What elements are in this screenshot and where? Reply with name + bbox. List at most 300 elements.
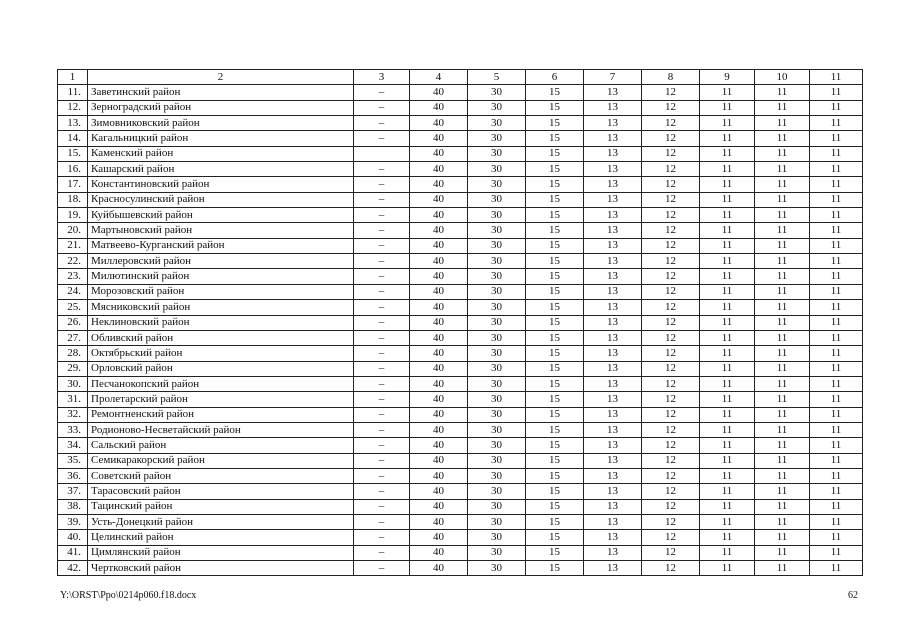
row-number-cell: 40. <box>58 530 88 545</box>
value-cell: 12 <box>642 545 700 560</box>
header-cell: 4 <box>410 70 468 85</box>
value-cell: 12 <box>642 330 700 345</box>
value-cell: 13 <box>584 499 642 514</box>
row-number-cell: 36. <box>58 468 88 483</box>
header-cell: 10 <box>755 70 810 85</box>
value-cell: – <box>354 453 410 468</box>
value-cell: 30 <box>468 269 526 284</box>
value-cell: 11 <box>700 208 755 223</box>
value-cell: 11 <box>810 545 863 560</box>
row-number-cell: 24. <box>58 284 88 299</box>
value-cell: 15 <box>526 238 584 253</box>
value-cell: 15 <box>526 300 584 315</box>
value-cell: 11 <box>755 392 810 407</box>
value-cell: 15 <box>526 85 584 100</box>
row-number-cell: 18. <box>58 192 88 207</box>
district-name-cell: Ремонтненский район <box>88 407 354 422</box>
row-number-cell: 19. <box>58 208 88 223</box>
value-cell: 15 <box>526 561 584 576</box>
value-cell: 30 <box>468 162 526 177</box>
value-cell: 30 <box>468 85 526 100</box>
value-cell: 15 <box>526 514 584 529</box>
value-cell: 11 <box>755 284 810 299</box>
value-cell: – <box>354 545 410 560</box>
value-cell: 11 <box>700 453 755 468</box>
row-number-cell: 34. <box>58 438 88 453</box>
value-cell: 30 <box>468 561 526 576</box>
value-cell: 15 <box>526 162 584 177</box>
value-cell: 11 <box>755 300 810 315</box>
value-cell: 15 <box>526 422 584 437</box>
table-row <box>58 300 863 315</box>
value-cell: 13 <box>584 422 642 437</box>
value-cell: 11 <box>810 530 863 545</box>
value-cell <box>354 146 410 161</box>
value-cell: 13 <box>584 223 642 238</box>
value-cell: 30 <box>468 468 526 483</box>
value-cell: 40 <box>410 192 468 207</box>
district-name-cell: Октябрьский район <box>88 346 354 361</box>
row-number-cell: 35. <box>58 453 88 468</box>
value-cell: 40 <box>410 116 468 131</box>
district-name-cell: Советский район <box>88 468 354 483</box>
district-name-cell: Усть-Донецкий район <box>88 514 354 529</box>
value-cell: 15 <box>526 468 584 483</box>
row-number-cell: 20. <box>58 223 88 238</box>
value-cell: 15 <box>526 284 584 299</box>
table-row <box>58 422 863 437</box>
value-cell: 30 <box>468 100 526 115</box>
value-cell: 11 <box>700 545 755 560</box>
value-cell: 40 <box>410 208 468 223</box>
value-cell: 13 <box>584 514 642 529</box>
value-cell: 12 <box>642 177 700 192</box>
value-cell: 30 <box>468 223 526 238</box>
value-cell: 12 <box>642 514 700 529</box>
value-cell: 11 <box>755 438 810 453</box>
district-name-cell: Заветинский район <box>88 85 354 100</box>
district-name-cell: Миллеровский район <box>88 254 354 269</box>
value-cell: 11 <box>810 330 863 345</box>
value-cell: – <box>354 330 410 345</box>
value-cell: 11 <box>755 100 810 115</box>
value-cell: 30 <box>468 208 526 223</box>
value-cell: 15 <box>526 269 584 284</box>
row-number-cell: 30. <box>58 376 88 391</box>
table-body <box>58 70 863 576</box>
value-cell: – <box>354 361 410 376</box>
value-cell: 11 <box>755 346 810 361</box>
value-cell: 40 <box>410 453 468 468</box>
district-name-cell: Чертковский район <box>88 561 354 576</box>
table-row <box>58 545 863 560</box>
row-number-cell: 21. <box>58 238 88 253</box>
value-cell: 11 <box>810 146 863 161</box>
value-cell: 11 <box>700 315 755 330</box>
value-cell: 30 <box>468 422 526 437</box>
value-cell: 40 <box>410 392 468 407</box>
value-cell: 15 <box>526 530 584 545</box>
value-cell: 15 <box>526 392 584 407</box>
value-cell: 40 <box>410 131 468 146</box>
district-name-cell: Орловский район <box>88 361 354 376</box>
value-cell: 30 <box>468 438 526 453</box>
table-row <box>58 100 863 115</box>
value-cell: 15 <box>526 545 584 560</box>
value-cell: 11 <box>700 300 755 315</box>
value-cell: 11 <box>810 116 863 131</box>
value-cell: 30 <box>468 146 526 161</box>
value-cell: 11 <box>755 330 810 345</box>
value-cell: 15 <box>526 499 584 514</box>
value-cell: – <box>354 484 410 499</box>
header-cell: 2 <box>88 70 354 85</box>
value-cell: 11 <box>810 514 863 529</box>
value-cell: 11 <box>755 208 810 223</box>
row-number-cell: 14. <box>58 131 88 146</box>
value-cell: 13 <box>584 269 642 284</box>
value-cell: 13 <box>584 177 642 192</box>
value-cell: 11 <box>810 407 863 422</box>
value-cell: 11 <box>755 530 810 545</box>
value-cell: 40 <box>410 223 468 238</box>
value-cell: 12 <box>642 438 700 453</box>
value-cell: 40 <box>410 361 468 376</box>
value-cell: 30 <box>468 484 526 499</box>
header-cell: 8 <box>642 70 700 85</box>
row-number-cell: 38. <box>58 499 88 514</box>
table-row <box>58 330 863 345</box>
value-cell: 30 <box>468 177 526 192</box>
value-cell: 12 <box>642 484 700 499</box>
value-cell: 40 <box>410 85 468 100</box>
value-cell: 12 <box>642 162 700 177</box>
value-cell: 11 <box>810 223 863 238</box>
table-row <box>58 376 863 391</box>
row-number-cell: 26. <box>58 315 88 330</box>
header-cell: 1 <box>58 70 88 85</box>
table-row <box>58 514 863 529</box>
row-number-cell: 17. <box>58 177 88 192</box>
value-cell: 13 <box>584 561 642 576</box>
value-cell: 30 <box>468 407 526 422</box>
value-cell: 12 <box>642 407 700 422</box>
value-cell: 40 <box>410 315 468 330</box>
value-cell: 15 <box>526 346 584 361</box>
table-row <box>58 177 863 192</box>
value-cell: 12 <box>642 284 700 299</box>
district-name-cell: Красносулинский район <box>88 192 354 207</box>
value-cell: 15 <box>526 315 584 330</box>
value-cell: 30 <box>468 238 526 253</box>
row-number-cell: 25. <box>58 300 88 315</box>
value-cell: 11 <box>700 269 755 284</box>
value-cell: 11 <box>700 438 755 453</box>
value-cell: 13 <box>584 116 642 131</box>
value-cell: – <box>354 192 410 207</box>
district-name-cell: Тарасовский район <box>88 484 354 499</box>
table-row <box>58 254 863 269</box>
value-cell: 13 <box>584 392 642 407</box>
value-cell: 30 <box>468 376 526 391</box>
value-cell: 13 <box>584 361 642 376</box>
value-cell: 11 <box>755 561 810 576</box>
value-cell: 11 <box>700 422 755 437</box>
value-cell: 11 <box>810 300 863 315</box>
value-cell: 12 <box>642 468 700 483</box>
value-cell: 11 <box>755 223 810 238</box>
value-cell: – <box>354 284 410 299</box>
value-cell: 15 <box>526 146 584 161</box>
value-cell: 12 <box>642 561 700 576</box>
value-cell: – <box>354 116 410 131</box>
district-name-cell: Неклиновский район <box>88 315 354 330</box>
footer-page-number: 62 <box>848 590 858 601</box>
value-cell: 11 <box>755 453 810 468</box>
district-name-cell: Куйбышевский район <box>88 208 354 223</box>
value-cell: 11 <box>700 361 755 376</box>
value-cell: 12 <box>642 453 700 468</box>
value-cell: 15 <box>526 376 584 391</box>
districts-table <box>57 69 863 576</box>
value-cell: 11 <box>810 376 863 391</box>
value-cell: 11 <box>700 499 755 514</box>
value-cell: 40 <box>410 146 468 161</box>
district-name-cell: Мартыновский район <box>88 223 354 238</box>
district-name-cell: Зерноградский район <box>88 100 354 115</box>
value-cell: 13 <box>584 530 642 545</box>
value-cell: 13 <box>584 484 642 499</box>
value-cell: 11 <box>700 514 755 529</box>
value-cell: 13 <box>584 438 642 453</box>
value-cell: 11 <box>755 238 810 253</box>
value-cell: 15 <box>526 116 584 131</box>
value-cell: 11 <box>700 284 755 299</box>
value-cell: – <box>354 438 410 453</box>
row-number-cell: 42. <box>58 561 88 576</box>
value-cell: 12 <box>642 208 700 223</box>
value-cell: 11 <box>810 315 863 330</box>
value-cell: 11 <box>700 85 755 100</box>
header-cell: 5 <box>468 70 526 85</box>
value-cell: 11 <box>810 361 863 376</box>
value-cell: 30 <box>468 346 526 361</box>
value-cell: 30 <box>468 192 526 207</box>
value-cell: 11 <box>755 376 810 391</box>
value-cell: 11 <box>755 146 810 161</box>
value-cell: 12 <box>642 85 700 100</box>
value-cell: 11 <box>810 269 863 284</box>
value-cell: 11 <box>755 468 810 483</box>
value-cell: 13 <box>584 85 642 100</box>
value-cell: – <box>354 269 410 284</box>
value-cell: 15 <box>526 407 584 422</box>
value-cell: 12 <box>642 238 700 253</box>
value-cell: 11 <box>755 484 810 499</box>
value-cell: 11 <box>700 100 755 115</box>
value-cell: 11 <box>810 254 863 269</box>
value-cell: 40 <box>410 177 468 192</box>
header-cell: 9 <box>700 70 755 85</box>
value-cell: – <box>354 407 410 422</box>
value-cell: 13 <box>584 407 642 422</box>
value-cell: 12 <box>642 315 700 330</box>
value-cell: 12 <box>642 499 700 514</box>
district-name-cell: Кашарский район <box>88 162 354 177</box>
value-cell: 12 <box>642 376 700 391</box>
value-cell: 11 <box>700 407 755 422</box>
value-cell: 30 <box>468 392 526 407</box>
value-cell: 11 <box>810 85 863 100</box>
value-cell: – <box>354 223 410 238</box>
value-cell: 40 <box>410 514 468 529</box>
value-cell: 40 <box>410 254 468 269</box>
value-cell: 13 <box>584 284 642 299</box>
table-row <box>58 468 863 483</box>
table-row <box>58 407 863 422</box>
value-cell: 30 <box>468 254 526 269</box>
row-number-cell: 15. <box>58 146 88 161</box>
value-cell: 15 <box>526 131 584 146</box>
value-cell: 15 <box>526 177 584 192</box>
value-cell: 11 <box>755 499 810 514</box>
row-number-cell: 37. <box>58 484 88 499</box>
value-cell: 40 <box>410 530 468 545</box>
value-cell: 11 <box>810 453 863 468</box>
district-name-cell: Морозовский район <box>88 284 354 299</box>
value-cell: 11 <box>810 346 863 361</box>
value-cell: – <box>354 131 410 146</box>
table-row <box>58 530 863 545</box>
value-cell: 11 <box>755 85 810 100</box>
table-row <box>58 484 863 499</box>
value-cell: 11 <box>755 162 810 177</box>
value-cell: 11 <box>810 422 863 437</box>
value-cell: 30 <box>468 453 526 468</box>
district-name-cell: Целинский район <box>88 530 354 545</box>
value-cell: 40 <box>410 545 468 560</box>
header-cell: 6 <box>526 70 584 85</box>
value-cell: 30 <box>468 131 526 146</box>
district-name-cell: Константиновский район <box>88 177 354 192</box>
table-row <box>58 453 863 468</box>
value-cell: 30 <box>468 315 526 330</box>
value-cell: 15 <box>526 100 584 115</box>
table-row <box>58 561 863 576</box>
value-cell: 13 <box>584 300 642 315</box>
footer-file-path: Y:\ORST\Ppo\0214p060.f18.docx <box>60 590 197 601</box>
value-cell: 40 <box>410 561 468 576</box>
row-number-cell: 11. <box>58 85 88 100</box>
value-cell: – <box>354 514 410 529</box>
value-cell: – <box>354 376 410 391</box>
value-cell: 11 <box>700 254 755 269</box>
table-row <box>58 162 863 177</box>
value-cell: 30 <box>468 300 526 315</box>
value-cell: 11 <box>810 284 863 299</box>
value-cell: 11 <box>755 545 810 560</box>
table-row <box>58 85 863 100</box>
value-cell: 30 <box>468 116 526 131</box>
value-cell: – <box>354 100 410 115</box>
table-row <box>58 146 863 161</box>
value-cell: 15 <box>526 453 584 468</box>
table-header-row <box>58 70 863 85</box>
value-cell: 11 <box>700 223 755 238</box>
value-cell: – <box>354 208 410 223</box>
value-cell: 15 <box>526 330 584 345</box>
header-cell: 11 <box>810 70 863 85</box>
value-cell: 11 <box>810 392 863 407</box>
value-cell: 11 <box>700 238 755 253</box>
value-cell: 11 <box>755 131 810 146</box>
value-cell: 15 <box>526 223 584 238</box>
value-cell: – <box>354 85 410 100</box>
value-cell: 12 <box>642 146 700 161</box>
value-cell: 12 <box>642 223 700 238</box>
value-cell: 15 <box>526 208 584 223</box>
value-cell: – <box>354 254 410 269</box>
value-cell: 12 <box>642 530 700 545</box>
header-cell: 7 <box>584 70 642 85</box>
district-name-cell: Мясниковский район <box>88 300 354 315</box>
table-row <box>58 192 863 207</box>
value-cell: 11 <box>755 361 810 376</box>
value-cell: 40 <box>410 100 468 115</box>
table-row <box>58 116 863 131</box>
value-cell: 40 <box>410 330 468 345</box>
district-name-cell: Тацинский район <box>88 499 354 514</box>
value-cell: – <box>354 300 410 315</box>
value-cell: 11 <box>810 438 863 453</box>
row-number-cell: 23. <box>58 269 88 284</box>
value-cell: 11 <box>700 192 755 207</box>
value-cell: – <box>354 162 410 177</box>
district-name-cell: Пролетарский район <box>88 392 354 407</box>
value-cell: 13 <box>584 208 642 223</box>
value-cell: 11 <box>755 315 810 330</box>
value-cell: – <box>354 499 410 514</box>
value-cell: 11 <box>810 468 863 483</box>
table-row <box>58 361 863 376</box>
row-number-cell: 28. <box>58 346 88 361</box>
value-cell: 40 <box>410 376 468 391</box>
row-number-cell: 13. <box>58 116 88 131</box>
value-cell: 11 <box>810 177 863 192</box>
value-cell: – <box>354 392 410 407</box>
row-number-cell: 12. <box>58 100 88 115</box>
value-cell: 15 <box>526 361 584 376</box>
value-cell: 12 <box>642 392 700 407</box>
value-cell: 13 <box>584 453 642 468</box>
value-cell: 13 <box>584 545 642 560</box>
value-cell: 11 <box>700 146 755 161</box>
value-cell: – <box>354 346 410 361</box>
value-cell: 12 <box>642 192 700 207</box>
value-cell: 15 <box>526 438 584 453</box>
value-cell: 40 <box>410 284 468 299</box>
value-cell: 11 <box>755 269 810 284</box>
value-cell: 12 <box>642 116 700 131</box>
value-cell: 11 <box>810 100 863 115</box>
value-cell: 11 <box>700 330 755 345</box>
table-row <box>58 346 863 361</box>
value-cell: 11 <box>810 131 863 146</box>
value-cell: 30 <box>468 284 526 299</box>
value-cell: 11 <box>700 131 755 146</box>
value-cell: 12 <box>642 131 700 146</box>
district-name-cell: Цимлянский район <box>88 545 354 560</box>
